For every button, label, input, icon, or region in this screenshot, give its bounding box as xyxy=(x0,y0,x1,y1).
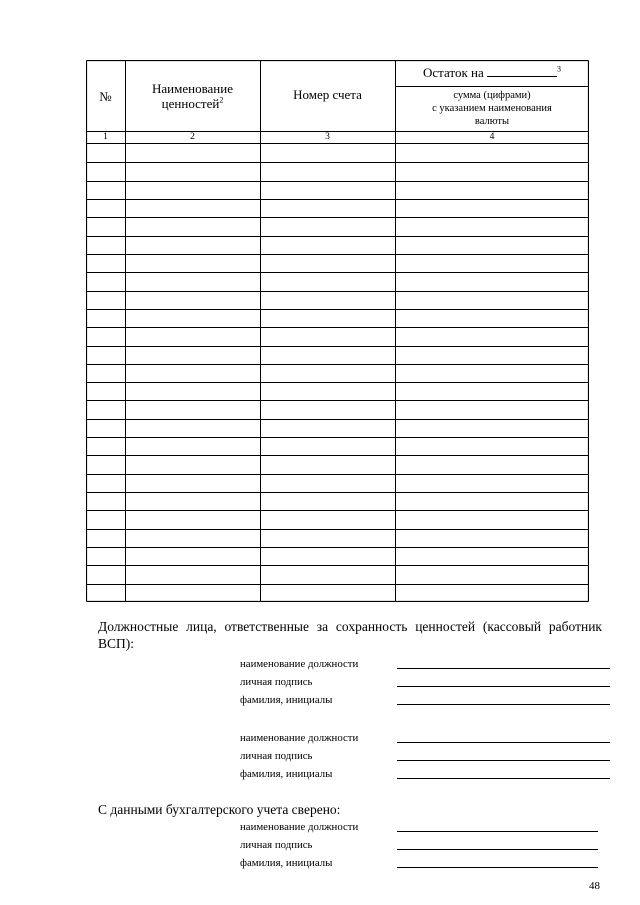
signature-row xyxy=(240,747,610,765)
header-amount-line1: сумма (цифрами) xyxy=(453,90,531,101)
column-number-2: 2 xyxy=(190,132,195,142)
header-amount xyxy=(395,90,589,128)
signature-row xyxy=(240,765,610,783)
header-name-footnote: 2 xyxy=(219,95,224,105)
accounting-signature-block xyxy=(240,818,610,872)
signature-row xyxy=(240,836,610,854)
fill-line xyxy=(397,686,610,687)
signature-row xyxy=(240,673,610,691)
signature-row xyxy=(240,655,610,673)
valuables-table xyxy=(86,60,589,602)
header-amount-line2: с указанием наименования xyxy=(432,102,552,114)
fill-line xyxy=(397,849,598,850)
header-amount-line3: валюты xyxy=(474,115,510,127)
header-number: № xyxy=(99,89,112,104)
header-balance-date-blank xyxy=(487,64,557,77)
header-name-line1: Наименование xyxy=(152,81,233,96)
header-name xyxy=(125,82,260,112)
field-label: наименование должности xyxy=(240,658,359,670)
officials-signature-block-2 xyxy=(240,729,610,783)
field-label: фамилия, инициалы xyxy=(240,768,333,780)
fill-line xyxy=(397,778,610,779)
signature-row xyxy=(240,854,610,872)
officials-signature-block-1 xyxy=(240,655,610,709)
header-balance-footnote: 3 xyxy=(556,64,561,74)
officials-paragraph: Должностные лица, ответственные за сохранность ценностей (кассовый работник ВСП): xyxy=(98,619,602,651)
signature-row xyxy=(240,729,610,747)
fill-line xyxy=(397,742,610,743)
accounting-heading: С данными бухгалтерского учета сверено: xyxy=(98,802,341,817)
header-account: Номер счета xyxy=(293,87,362,102)
signature-row xyxy=(240,691,610,709)
fill-line xyxy=(397,867,598,868)
field-label: фамилия, инициалы xyxy=(240,857,333,869)
field-label: личная подпись xyxy=(240,676,313,688)
header-balance-label: Остаток на xyxy=(423,65,484,80)
fill-line xyxy=(397,831,598,832)
field-label: наименование должности xyxy=(240,732,359,744)
header-balance xyxy=(395,64,589,81)
fill-line xyxy=(397,668,610,669)
field-label: наименование должности xyxy=(240,821,359,833)
field-label: личная подпись xyxy=(240,839,313,851)
header-name-line2: ценностей xyxy=(161,95,220,111)
column-number-4: 4 xyxy=(489,132,495,142)
signature-row xyxy=(240,818,610,836)
field-label: фамилия, инициалы xyxy=(240,694,333,706)
fill-line xyxy=(397,760,610,761)
page-number: 48 xyxy=(589,880,600,892)
column-number-3: 3 xyxy=(325,132,330,142)
fill-line xyxy=(397,704,610,705)
field-label: личная подпись xyxy=(240,750,313,762)
column-number-1: 1 xyxy=(103,132,108,142)
